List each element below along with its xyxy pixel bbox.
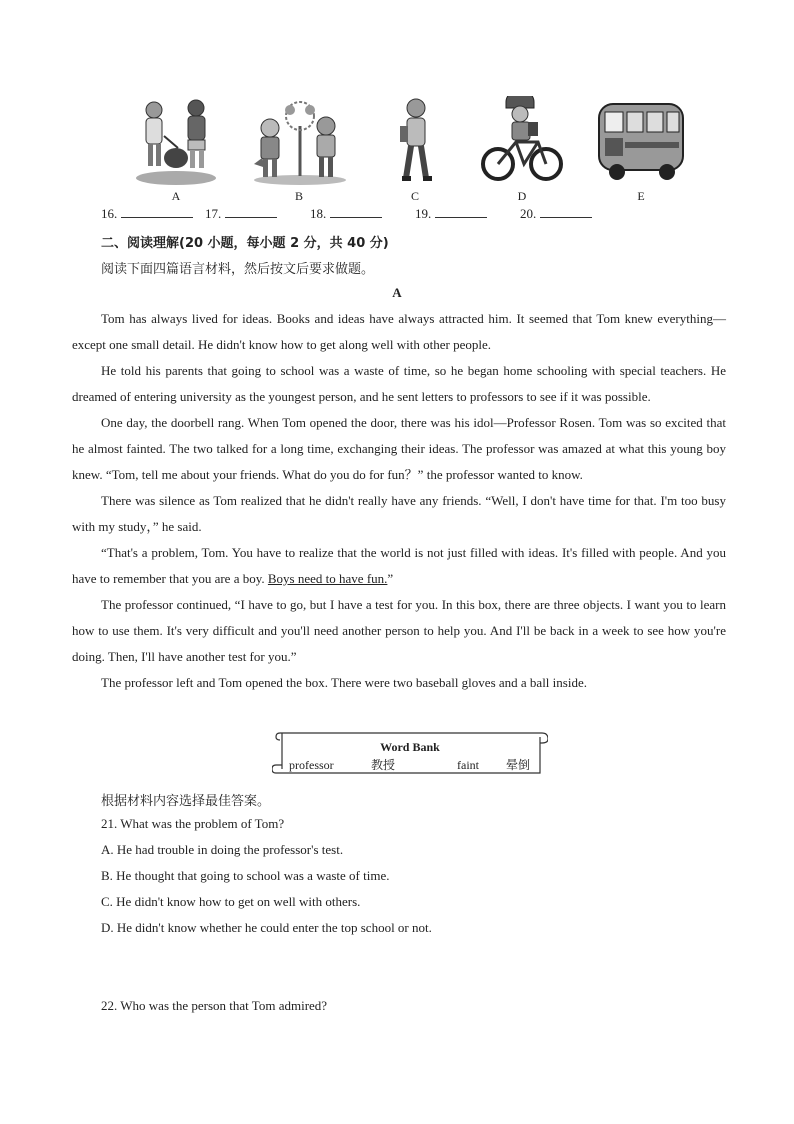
picture-label-a: A [171, 189, 181, 203]
boy-cycling-icon [480, 96, 564, 186]
word-professor: professor [289, 758, 334, 772]
picture-d [480, 96, 564, 186]
paragraph-6: The professor continued, “I have to go, but I have a test for you. In this box, there are three objects. I want you to learn how to use them. It's very difficult and you'll need another person to help you. And I'll be back in a week to see how you're doing. Then, I'll have another test for you.” [72, 597, 726, 664]
picture-label-b: B [294, 189, 303, 203]
blank-18[interactable]: 18. [310, 206, 382, 222]
option-21-a[interactable]: A. He had trouble in doing the professor's test. [101, 842, 344, 857]
paragraph-5: “That's a problem, Tom. You have to realize that the world is not just filled with ideas. It's filled with people. And you have to remember that you are a boy. Boys need to have fun.” [72, 545, 726, 586]
question-22: 22. Who was the person that Tom admired? [101, 998, 328, 1013]
blank-20[interactable]: 20. [520, 206, 592, 222]
paragraph-2: He told his parents that going to school was a waste of time, so he began home schooling with special teachers. He dreamed of entering university as the youngest person, and he sent letters to professors to see if it was possible. [72, 363, 726, 404]
blank-17[interactable]: 17. [205, 206, 277, 222]
picture-label-e: E [637, 189, 645, 203]
section-title: 二、阅读理解(20 小题，每小题 2 分，共 40 分) [101, 236, 389, 251]
picture-label-d: D [517, 189, 527, 203]
passage-a [72, 306, 726, 696]
picture-e [595, 96, 687, 186]
word-bank-row [289, 756, 530, 773]
kids-planting-icon [134, 96, 218, 186]
meaning-professor: 教授 [371, 758, 396, 772]
meaning-faint: 晕倒 [506, 758, 531, 772]
picture-a [134, 96, 218, 186]
question-instructions: 根据材料内容选择最佳答案。 [101, 794, 271, 809]
blank-19[interactable]: 19. [415, 206, 487, 222]
picture-c [396, 96, 436, 186]
paragraph-1: Tom has always lived for ideas. Books and ideas have always attracted him. It seemed that Tom knew everything—except one small detail. He didn't know how to get along well with other people. [72, 311, 726, 352]
underlined-sentence: Boys need to have fun. [267, 571, 388, 586]
paragraph-7: The professor left and Tom opened the box. There were two baseball gloves and a ball inside. [101, 675, 587, 690]
picture-label-c: C [410, 189, 419, 203]
school-bus-icon [595, 96, 687, 186]
word-bank [272, 729, 548, 773]
paragraph-4: There was silence as Tom realized that he didn't really have any friends. “Well, I don't have time for that. I'm too busy with my study，” he said. [72, 493, 726, 534]
passage-letter: A [392, 285, 402, 300]
picture-b [248, 96, 348, 186]
option-21-b[interactable]: B. He thought that going to school was a waste of time. [101, 868, 390, 883]
option-21-d[interactable]: D. He didn't know whether he could enter the top school or not. [101, 920, 432, 935]
boy-walking-icon [396, 96, 436, 186]
option-21-c[interactable]: C. He didn't know how to get on well with others. [101, 894, 361, 909]
kids-watering-tree-icon [248, 96, 348, 186]
word-bank-title: Word Bank [380, 740, 440, 754]
blank-16[interactable]: 16. [101, 206, 193, 222]
section-instructions: 阅读下面四篇语言材料，然后按文后要求做题。 [101, 262, 375, 277]
word-faint: faint [457, 758, 479, 772]
question-21: 21. What was the problem of Tom? [101, 816, 285, 831]
paragraph-3: One day, the doorbell rang. When Tom opened the door, there was his idol—Professor Rosen. Tom was so excited that he almost fainted. The two talked for a long time, exchanging their ideas. The professor was amazed at what this young boy knew. “Tom, tell me about your friends. What do you do for fun？” the professor wanted to know. [72, 415, 726, 482]
